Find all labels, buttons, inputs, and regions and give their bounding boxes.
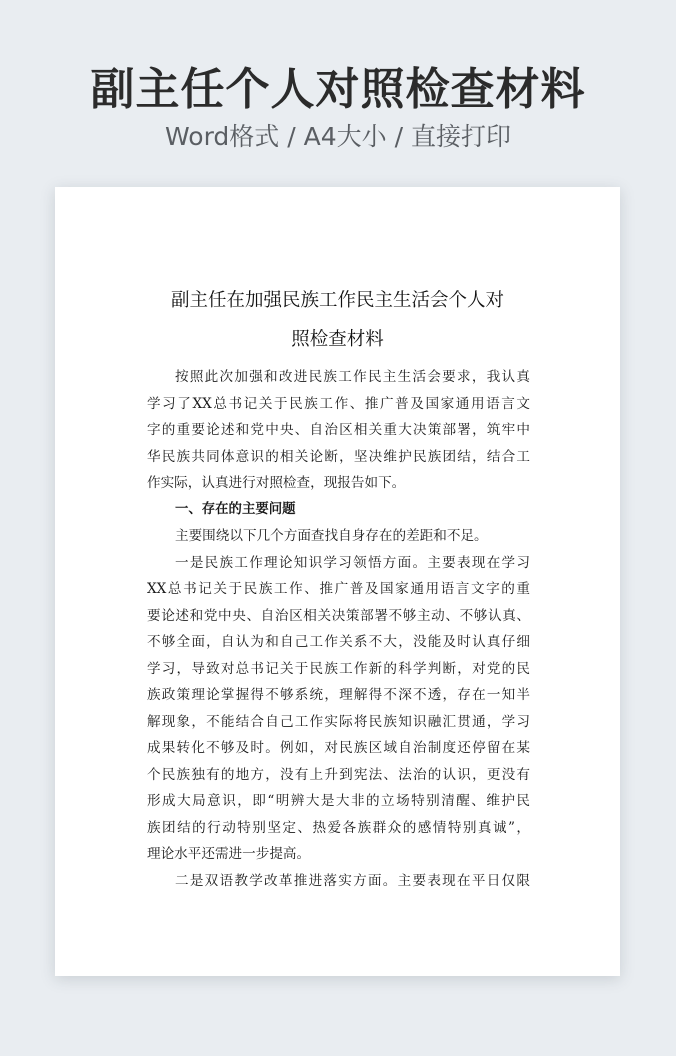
document-body bbox=[147, 364, 530, 894]
body-line: 学习了XX总书记关于民族工作、推广普及国家通用语言文 bbox=[147, 395, 530, 412]
banner-subtitle: Word格式 / A4大小 / 直接打印 bbox=[165, 122, 511, 151]
body-line: 个民族独有的地方，没有上升到宪法、法治的认识，更没有 bbox=[147, 766, 530, 783]
body-line: 理论水平还需进一步提高。 bbox=[147, 846, 311, 862]
body-line: 作实际，认真进行对照检查，现报告如下。 bbox=[147, 475, 406, 491]
banner-title: 副主任个人对照检查材料 bbox=[90, 64, 586, 115]
body-line: 不够全面，自认为和自己工作关系不大，没能及时认真仔细 bbox=[147, 634, 530, 650]
body-line: 解现象，不能结合自己工作实际将民族知识融汇贯通，学习 bbox=[147, 713, 530, 730]
body-line: 要论述和党中央、自治区相关决策部署不够主动、不够认真、 bbox=[147, 607, 530, 624]
body-line: XX总书记关于民族工作、推广普及国家通用语言文字的重 bbox=[147, 581, 530, 597]
body-line: 成果转化不够及时。例如，对民族区域自治制度还停留在某 bbox=[147, 740, 530, 756]
body-line: 形成大局意识，即“明辨大是大非的立场特别清醒、维护民 bbox=[147, 793, 530, 809]
body-line: 一是民族工作理论知识学习领悟方面。主要表现在学习 bbox=[175, 554, 530, 571]
body-line: 二是双语教学改革推进落实方面。主要表现在平日仅限 bbox=[175, 872, 530, 889]
body-line: 华民族共同体意识的相关论断，坚决维护民族团结，结合工 bbox=[147, 448, 530, 465]
document-title-line-1: 副主任在加强民族工作民主生活会个人对 bbox=[170, 290, 504, 311]
body-line: 学习，导致对总书记关于民族工作新的科学判断，对党的民 bbox=[147, 660, 530, 677]
document-page bbox=[55, 187, 620, 976]
body-line: 主要围绕以下几个方面查找自身存在的差距和不足。 bbox=[175, 528, 488, 544]
body-line: 族团结的行动特别坚定、热爱各族群众的感情特别真诚”， bbox=[147, 819, 530, 836]
section-heading: 一、存在的主要问题 bbox=[175, 501, 296, 517]
body-line: 字的重要论述和党中央、自治区相关重大决策部署，筑牢中 bbox=[147, 422, 530, 438]
document-title-line-2: 照检查材料 bbox=[291, 329, 384, 350]
body-line: 族政策理论掌握得不够系统，理解得不深不透，存在一知半 bbox=[147, 687, 530, 703]
body-line: 按照此次加强和改进民族工作民主生活会要求，我认真 bbox=[175, 369, 530, 385]
